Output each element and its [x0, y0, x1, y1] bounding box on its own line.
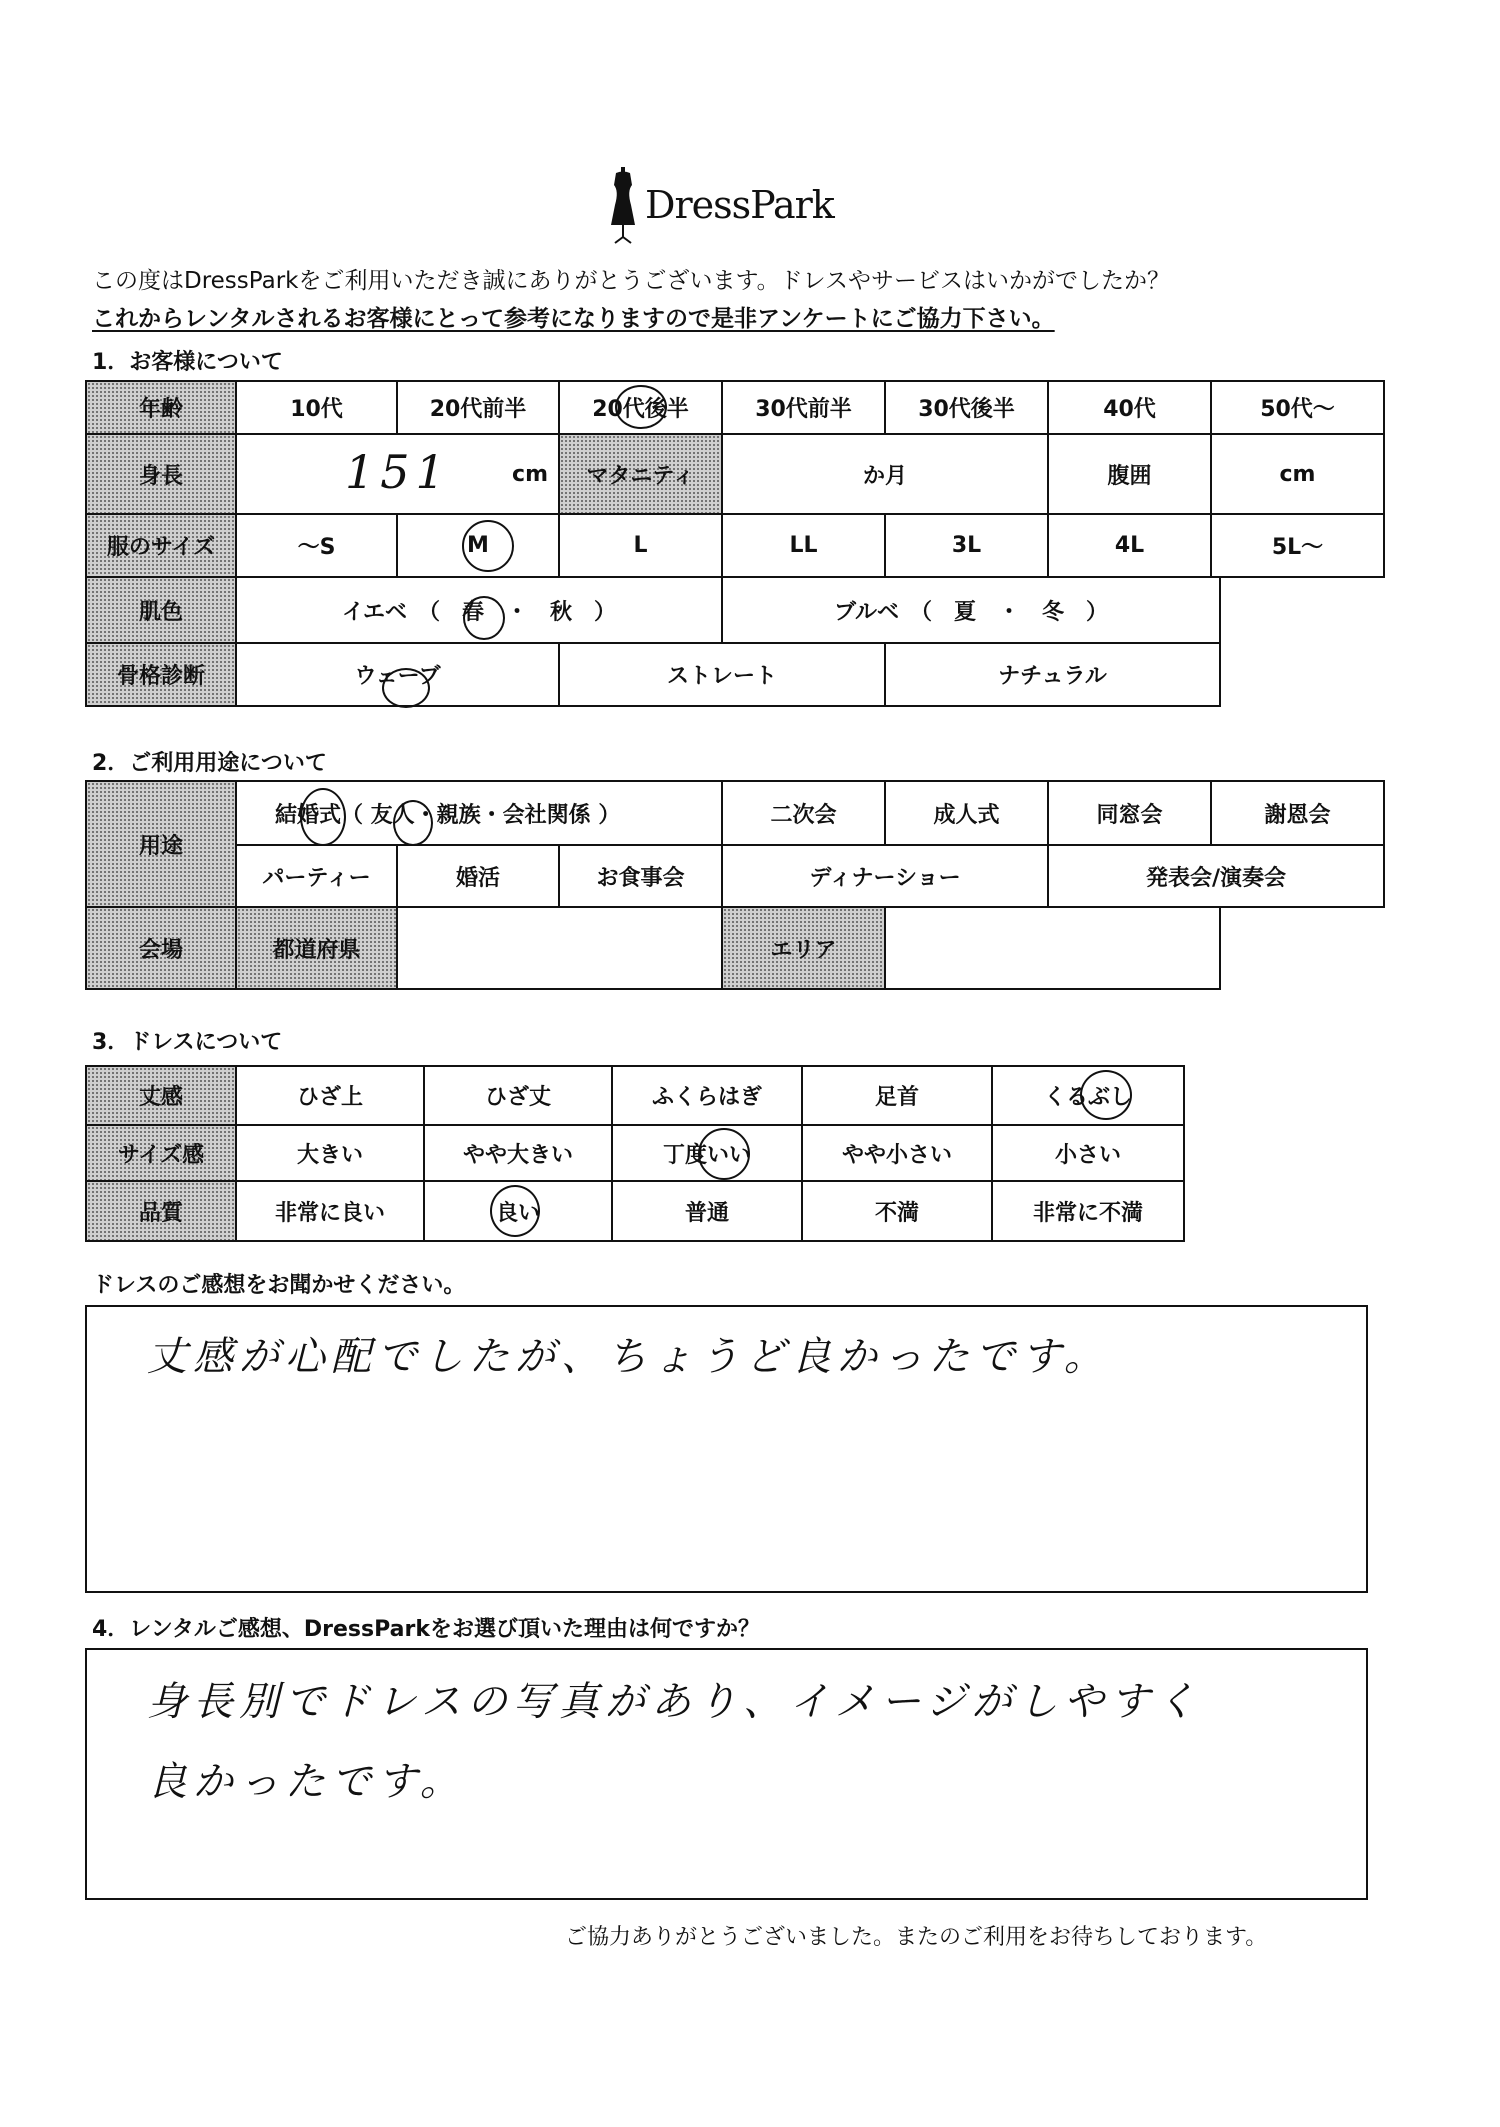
purpose-option[interactable]: 謝恩会: [1210, 780, 1385, 846]
maternity-field[interactable]: か月: [721, 433, 1049, 515]
height-label: 身長: [85, 433, 237, 515]
age-option[interactable]: 30代前半: [721, 380, 886, 435]
fit-selection-mark: [698, 1128, 750, 1180]
quality-label: 品質: [85, 1180, 237, 1242]
purpose-option[interactable]: ディナーショー: [721, 844, 1049, 908]
age-label: 年齢: [85, 380, 237, 435]
purpose-option[interactable]: 成人式: [884, 780, 1049, 846]
skin-blue-option[interactable]: ブルベ （ 夏 ・ 冬 ）: [721, 576, 1221, 644]
height-unit: cm: [512, 461, 548, 487]
size-option[interactable]: 4L: [1047, 513, 1212, 578]
prefecture-field[interactable]: [396, 906, 723, 990]
purpose-option[interactable]: お食事会: [558, 844, 723, 908]
body-type-option[interactable]: ナチュラル: [884, 642, 1221, 707]
fit-option[interactable]: やや大きい: [423, 1124, 613, 1182]
size-selection-mark: [462, 520, 514, 572]
age-option[interactable]: 20代後半: [558, 380, 723, 435]
body-type-option[interactable]: ストレート: [558, 642, 886, 707]
size-option[interactable]: 5L〜: [1210, 513, 1385, 578]
intro-request: これからレンタルされるお客様にとって参考になりますので是非アンケートにご協力下さい。: [92, 306, 1055, 332]
age-option[interactable]: 20代前半: [396, 380, 560, 435]
fit-option[interactable]: 丁度いい: [611, 1124, 803, 1182]
age-selection-mark: [615, 385, 667, 429]
purpose-label: 用途: [85, 780, 237, 908]
purpose-option[interactable]: 同窓会: [1047, 780, 1212, 846]
reason-handwritten-line1: 身長別でドレスの写真があり、イメージがしやすく: [147, 1679, 1202, 1725]
size-option[interactable]: L: [558, 513, 723, 578]
body-type-label: 骨格診断: [85, 642, 237, 707]
quality-option[interactable]: 普通: [611, 1180, 803, 1242]
body-type-option[interactable]: ウェーブ: [235, 642, 560, 707]
purpose-wedding-option[interactable]: 結婚式（ 友人・親族・会社関係 ）: [235, 780, 723, 846]
fit-option[interactable]: やや小さい: [801, 1124, 993, 1182]
fit-option[interactable]: 小さい: [991, 1124, 1185, 1182]
wedding-selection-mark: [300, 788, 346, 846]
section2-title: 2．ご利用用途について: [92, 751, 327, 776]
brand-name: DressPark: [645, 183, 834, 227]
size-option[interactable]: LL: [721, 513, 886, 578]
length-option[interactable]: ひざ上: [235, 1065, 425, 1126]
size-label: 服のサイズ: [85, 513, 237, 578]
size-option[interactable]: 〜S: [235, 513, 398, 578]
area-label: エリア: [721, 906, 886, 990]
purpose-option[interactable]: 二次会: [721, 780, 886, 846]
age-option[interactable]: 10代: [235, 380, 398, 435]
waist-field[interactable]: cm: [1210, 433, 1385, 515]
venue-label: 会場: [85, 906, 237, 990]
size-option[interactable]: 3L: [884, 513, 1049, 578]
impression-prompt: ドレスのご感想をお聞かせください。: [92, 1273, 466, 1298]
purpose-option[interactable]: 発表会/演奏会: [1047, 844, 1385, 908]
age-option[interactable]: 30代後半: [884, 380, 1049, 435]
length-option[interactable]: ひざ丈: [423, 1065, 613, 1126]
section3-title: 3．ドレスについて: [92, 1030, 283, 1055]
body-type-selection-mark: [382, 668, 430, 708]
dress-form-icon: [605, 165, 641, 245]
height-handwritten-value: 151: [345, 445, 451, 499]
area-field[interactable]: [884, 906, 1221, 990]
age-option[interactable]: 50代〜: [1210, 380, 1385, 435]
fit-label: サイズ感: [85, 1124, 237, 1182]
section1-title: 1．お客様について: [92, 350, 283, 375]
friend-selection-mark: [393, 800, 433, 846]
length-selection-mark: [1080, 1070, 1132, 1120]
skin-yellow-option[interactable]: イエベ （ 春 ・ 秋 ）: [235, 576, 723, 644]
section4-title: 4．レンタルご感想、DressParkをお選び頂いた理由は何ですか？: [92, 1617, 760, 1642]
quality-selection-mark: [490, 1185, 540, 1237]
skin-selection-mark: [463, 596, 505, 640]
reason-answer-box[interactable]: [85, 1648, 1368, 1900]
maternity-label: マタニティ: [558, 433, 723, 515]
intro-text: この度はDressParkをご利用いただき誠にありがとうございます。ドレスやサービスはいかがでしたか？: [92, 268, 1170, 294]
closing-thanks: ご協力ありがとうございました。またのご利用をお待ちしております。: [565, 1925, 1268, 1950]
prefecture-label: 都道府県: [235, 906, 398, 990]
quality-option[interactable]: 非常に不満: [991, 1180, 1185, 1242]
length-option[interactable]: ふくらはぎ: [611, 1065, 803, 1126]
quality-option[interactable]: 非常に良い: [235, 1180, 425, 1242]
size-option[interactable]: M: [396, 513, 560, 578]
purpose-option[interactable]: 婚活: [396, 844, 560, 908]
length-option[interactable]: 足首: [801, 1065, 993, 1126]
quality-option[interactable]: 不満: [801, 1180, 993, 1242]
length-label: 丈感: [85, 1065, 237, 1126]
age-option[interactable]: 40代: [1047, 380, 1212, 435]
dresspark-logo: [605, 165, 845, 240]
quality-option[interactable]: 良い: [423, 1180, 613, 1242]
impression-answer-box[interactable]: [85, 1305, 1368, 1593]
fit-option[interactable]: 大きい: [235, 1124, 425, 1182]
impression-handwritten-answer: 丈感が心配でしたが、ちょうど良かったです。: [147, 1334, 1110, 1380]
skin-label: 肌色: [85, 576, 237, 644]
purpose-option[interactable]: パーティー: [235, 844, 398, 908]
waist-label: 腹囲: [1047, 433, 1212, 515]
length-option[interactable]: くるぶし: [991, 1065, 1185, 1126]
reason-handwritten-line2: 良かったです。: [147, 1759, 466, 1805]
